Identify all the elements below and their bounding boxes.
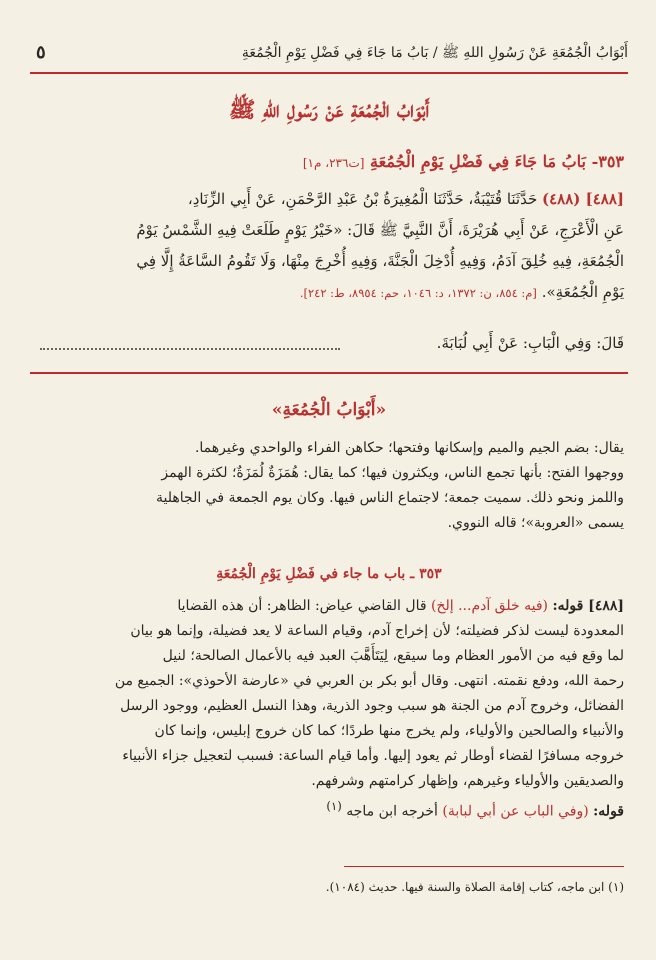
- page-header: [30, 40, 628, 68]
- footnote-rule: [344, 866, 624, 867]
- chapter-title: أَبْوَابُ الْجُمُعَةِ عَنْ رَسُولِ اللهِ ﷺ: [228, 97, 430, 123]
- hadith-line-1: [٤٨٨] (٤٨٨) حَدَّثَنَا قُتَيْبَةُ، حَدَّثَنَا الْمُغِيرَةُ بْنُ عَبْدِ الرَّحْمَنِ، عَنْ أَبِي الزِّنَادِ،: [187, 190, 624, 208]
- header-rule: [30, 72, 628, 74]
- page-number: ٥: [36, 42, 46, 63]
- commentary-title: «أَبْوَابُ الْجُمُعَةِ»: [271, 400, 387, 420]
- bab-heading: [303, 152, 624, 171]
- hadith-line-3: الْجُمُعَةِ، فِيهِ خُلِقَ آدَمُ، وَفِيهِ أُدْخِلَ الْجَنَّةَ، وَفِيهِ أُخْرِجَ مِنْهَا، وَلَا تَقُومُ السَّاعَةُ إِلَّا فِي: [136, 252, 624, 270]
- hadith-line-4: يَوْمِ الْجُمُعَةِ». [م: ٨٥٤، ن: ١٣٧٢، د: ١٠٤٦، حم: ٨٩٥٤، ط: ٢٤٢].: [299, 283, 624, 301]
- footnote-marker: (١): [326, 799, 342, 813]
- hadith-references: [م: ٨٥٤، ن: ١٣٧٢، د: ١٠٤٦، حم: ٨٩٥٤، ط: ٢٤٢].: [299, 286, 537, 300]
- section-divider: [30, 372, 628, 374]
- hadith-number: [٤٨٨] (٤٨٨): [542, 190, 624, 208]
- hadith-line-2: عَنِ الْأَعْرَجِ، عَنْ أَبِي هُرَيْرَةَ، أَنَّ النَّبِيَّ ﷺ قَالَ: «خَيْرُ يَوْمٍ طَلَعَتْ فِيهِ الشَّمْسُ يَوْمُ: [136, 221, 624, 239]
- dotted-leader: [40, 342, 340, 350]
- qal-line: قَالَ: وَفِي الْبَابِ: عَنْ أَبِي لُبَابَةَ.: [436, 334, 624, 352]
- footnote: (١) ابن ماجه، كتاب إقامة الصلاة والسنة فيها. حديث (١٠٨٤).: [325, 880, 624, 894]
- hadith-text: [34, 184, 624, 309]
- bab-title: ٣٥٣- بَابُ مَا جَاءَ فِي فَضْلِ يَوْمِ الْجُمُعَةِ: [370, 152, 624, 171]
- commentary-sub-heading: ٣٥٣ ـ باب ما جاء في فَضْلِ يَوْمِ الْجُمُعَةِ: [216, 566, 442, 582]
- commentary-intro: يقال: بضم الجيم والميم وإسكانها وفتحها؛ حكاهن الفراء والواحدي وغيرهما. ووجهوا الفتح: بأنها تجمع الناس، ويكثرون فيها؛ كما يقال: هُمَزَةٌ لُمَزَةٌ؛ لكثرة الهمز واللمز ونحو ذلك. سميت جمعة؛ لاجتماع الناس فيها. وكان يوم الجمعة في الجاهلية يسمى «العروبة»؛ قاله النووي.: [156, 440, 624, 531]
- commentary-body: [٤٨٨] قوله: (فيه خلق آدم... إلخ) قال القاضي عياض: الظاهر: أن هذه القضايا المعدودة ليست لذكر فضيلته؛ لأن إخراج آدم، وقيام الساعة لا يعد فضيلة، وإنما هو بيان لما وقع فيه من الأمور العظام وما سيقع، لِيَتَأَهَّبَ العبد فيه بالأعمال الصالحة؛ لنيل رحمة الله، ودفع نقمته. انتهى. وقال أبو بكر بن العربي في «عارضة الأحوذي»: الجميع من الفضائل، وخروج آدم من الجنة هو سبب وجود الذرية، وهذا النسل العظيم، ووجود الرسل والأنبياء والصالحين والأولياء، ولم يخرج منها طردًا؛ كما كان خروج إبليس، وإنما كان خروجه مسافرًا لقضاء أوطار ثم يعود إليها. وأما قيام الساعة: فسبب لتعجيل جزاء الأنبياء والصديقين والأولياء وغيرهم، وإظهار كرامتهم وشرفهم. قوله: (وفي الباب عن أبي لبابة) أخرجه ابن ماجه $^{(١)}$: [34, 594, 624, 825]
- running-title: أَبْوَابُ الْجُمُعَةِ عَنْ رَسُولِ اللهِ ﷺ / بَابُ مَا جَاءَ فِي فَضْلِ يَوْمِ الْجُمُعَةِ: [241, 45, 628, 61]
- commentary-final-line: قوله: (وفي الباب عن أبي لبابة) أخرجه ابن ماجه $^{(١)}$: [326, 799, 624, 820]
- bab-reference: [ت٢٣٦، م١]: [302, 156, 365, 170]
